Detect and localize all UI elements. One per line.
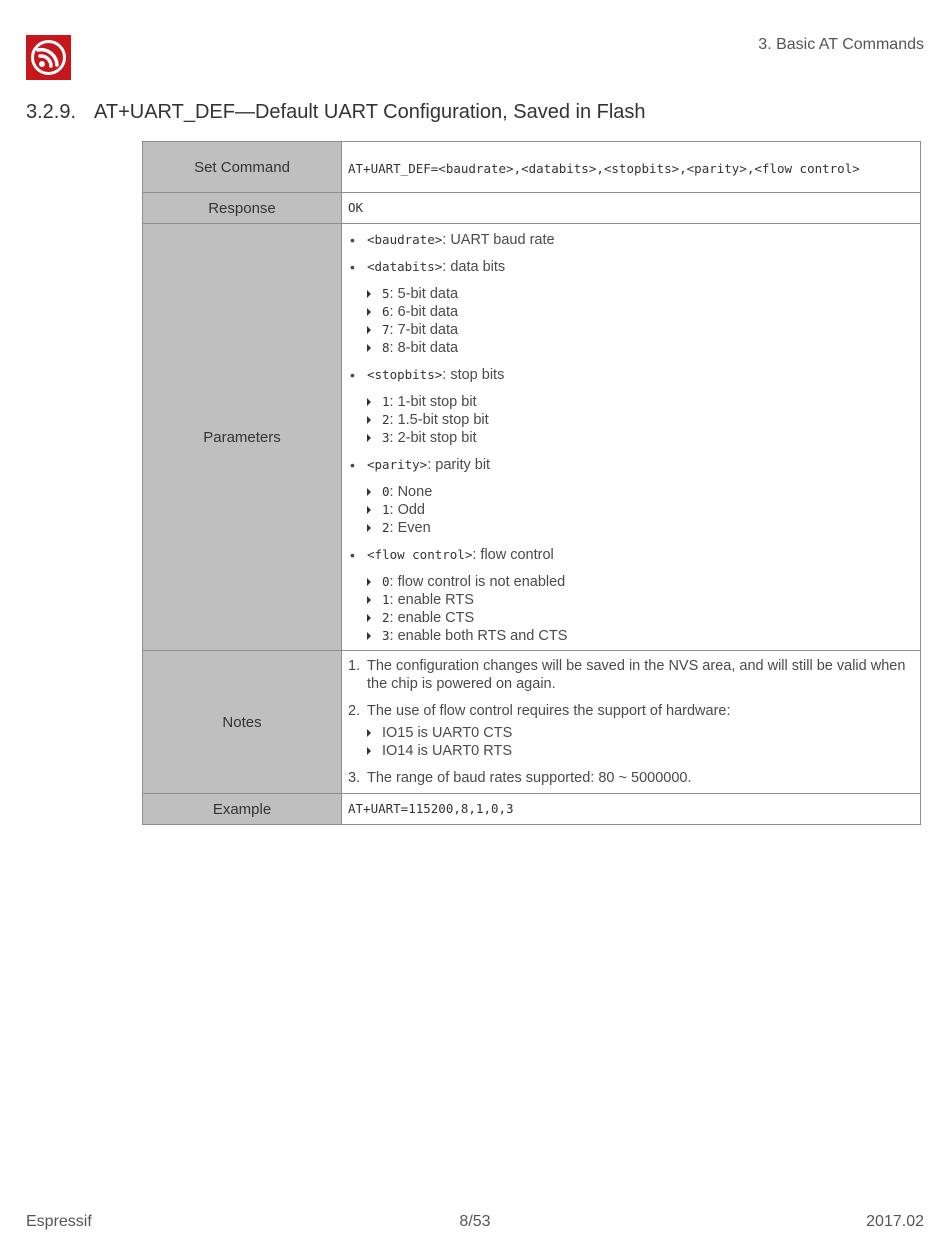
response-value: OK (348, 200, 364, 215)
option-list (367, 393, 914, 447)
triangle-bullet-icon (367, 729, 371, 737)
example-row (143, 794, 921, 825)
option-item (367, 609, 914, 627)
option-code: 1 (382, 592, 390, 607)
option-text: : Odd (389, 502, 425, 518)
parameter-desc: : flow control (472, 547, 554, 563)
option-code: 5 (382, 286, 390, 301)
note-sub-text: IO14 is UART0 RTS (382, 743, 513, 759)
parameter-item (348, 456, 914, 537)
triangle-bullet-icon (367, 747, 371, 755)
triangle-bullet-icon (367, 488, 371, 496)
option-item (367, 429, 914, 447)
parameter-name: <stopbits> (367, 367, 443, 382)
note-item (348, 657, 914, 693)
notes-label: Notes (143, 651, 342, 794)
response-row (143, 193, 921, 224)
parameters-label: Parameters (143, 224, 342, 651)
option-code: 2 (382, 610, 390, 625)
triangle-bullet-icon (367, 344, 371, 352)
triangle-bullet-icon (367, 632, 371, 640)
footer-page-number: 8/53 (459, 1213, 491, 1230)
parameter-item (348, 231, 914, 249)
bullet-icon: • (350, 367, 355, 383)
set-command-label: Set Command (143, 142, 342, 193)
bullet-icon: • (350, 457, 355, 473)
option-item (367, 339, 914, 357)
triangle-bullet-icon (367, 308, 371, 316)
option-item (367, 573, 914, 591)
bullet-icon: • (350, 232, 355, 248)
parameters-row (143, 224, 921, 651)
response-label: Response (143, 193, 342, 224)
triangle-bullet-icon (367, 524, 371, 532)
option-text: : enable both RTS and CTS (389, 628, 568, 644)
option-text: : enable CTS (389, 610, 475, 626)
set-command-cell (342, 142, 921, 193)
notes-cell (342, 651, 921, 794)
bullet-icon: • (350, 547, 355, 563)
footer-date: 2017.02 (866, 1213, 924, 1230)
note-item (348, 702, 914, 760)
option-text: : 6-bit data (389, 304, 459, 320)
bullet-icon: • (350, 259, 355, 275)
parameter-desc: : data bits (442, 259, 506, 275)
option-list (367, 483, 914, 537)
option-code: 6 (382, 304, 390, 319)
triangle-bullet-icon (367, 398, 371, 406)
section-number: 3.2.9. (26, 101, 77, 123)
triangle-bullet-icon (367, 614, 371, 622)
option-text: : 1.5-bit stop bit (389, 412, 489, 428)
parameter-item (348, 546, 914, 645)
option-code: 0 (382, 484, 390, 499)
option-text: : Even (389, 520, 431, 536)
option-item (367, 519, 914, 537)
example-value: AT+UART=115200,8,1,0,3 (348, 801, 514, 816)
option-text: : enable RTS (389, 592, 474, 608)
option-code: 8 (382, 340, 390, 355)
option-code: 2 (382, 520, 390, 535)
command-spec-table (142, 141, 921, 825)
note-text: The configuration changes will be saved in the NVS area, and will still be valid when the chip is powered on again. (367, 658, 906, 692)
triangle-bullet-icon (367, 506, 371, 514)
response-cell (342, 193, 921, 224)
option-code: 1 (382, 394, 390, 409)
section-heading (26, 101, 646, 124)
parameter-list (348, 231, 914, 645)
note-text: The use of flow control requires the support of hardware: (367, 703, 731, 719)
option-item (367, 627, 914, 645)
option-list (367, 573, 914, 645)
note-sub-text: IO15 is UART0 CTS (382, 725, 513, 741)
option-code: 7 (382, 322, 390, 337)
note-number: 1. (348, 658, 361, 674)
note-sub-list (367, 724, 914, 760)
espressif-logo-icon (26, 35, 71, 80)
option-code: 3 (382, 628, 390, 643)
note-item (348, 769, 914, 787)
parameter-item (348, 366, 914, 447)
triangle-bullet-icon (367, 416, 371, 424)
chapter-header: 3. Basic AT Commands (758, 36, 924, 53)
parameter-desc: : stop bits (442, 367, 505, 383)
option-text: : 7-bit data (389, 322, 459, 338)
note-number: 2. (348, 703, 361, 719)
option-item (367, 501, 914, 519)
parameter-item (348, 258, 914, 357)
notes-row (143, 651, 921, 794)
option-text: : flow control is not enabled (389, 574, 566, 590)
triangle-bullet-icon (367, 578, 371, 586)
option-item (367, 411, 914, 429)
option-item (367, 591, 914, 609)
parameter-name: <flow control> (367, 547, 473, 562)
parameter-name: <parity> (367, 457, 428, 472)
option-item (367, 303, 914, 321)
option-text: : None (389, 484, 433, 500)
option-text: : 5-bit data (389, 286, 459, 302)
option-code: 3 (382, 430, 390, 445)
option-item (367, 393, 914, 411)
option-item (367, 321, 914, 339)
notes-list (348, 657, 914, 787)
option-code: 2 (382, 412, 390, 427)
parameter-name: <baudrate> (367, 232, 443, 247)
note-sub-item (367, 724, 914, 742)
triangle-bullet-icon (367, 596, 371, 604)
section-title-text: AT+UART_DEF—Default UART Configuration, Saved in Flash (94, 101, 646, 123)
option-text: : 1-bit stop bit (389, 394, 477, 410)
triangle-bullet-icon (367, 326, 371, 334)
note-sub-item (367, 742, 914, 760)
parameter-desc: : parity bit (427, 457, 491, 473)
triangle-bullet-icon (367, 290, 371, 298)
note-number: 3. (348, 770, 361, 786)
set-command-value: AT+UART_DEF=<baudrate>,<databits>,<stopbits>,<parity>,<flow control> (348, 160, 860, 176)
example-cell (342, 794, 921, 825)
footer-company: Espressif (26, 1213, 92, 1230)
parameters-cell (342, 224, 921, 651)
triangle-bullet-icon (367, 434, 371, 442)
option-item (367, 483, 914, 501)
option-text: : 2-bit stop bit (389, 430, 477, 446)
example-label: Example (143, 794, 342, 825)
note-text: The range of baud rates supported: 80 ~ 5000000. (367, 770, 692, 786)
parameter-desc: : UART baud rate (442, 232, 555, 248)
parameter-name: <databits> (367, 259, 443, 274)
option-code: 0 (382, 574, 390, 589)
option-text: : 8-bit data (389, 340, 459, 356)
option-code: 1 (382, 502, 390, 517)
set-command-row (143, 142, 921, 193)
option-list (367, 285, 914, 357)
option-item (367, 285, 914, 303)
